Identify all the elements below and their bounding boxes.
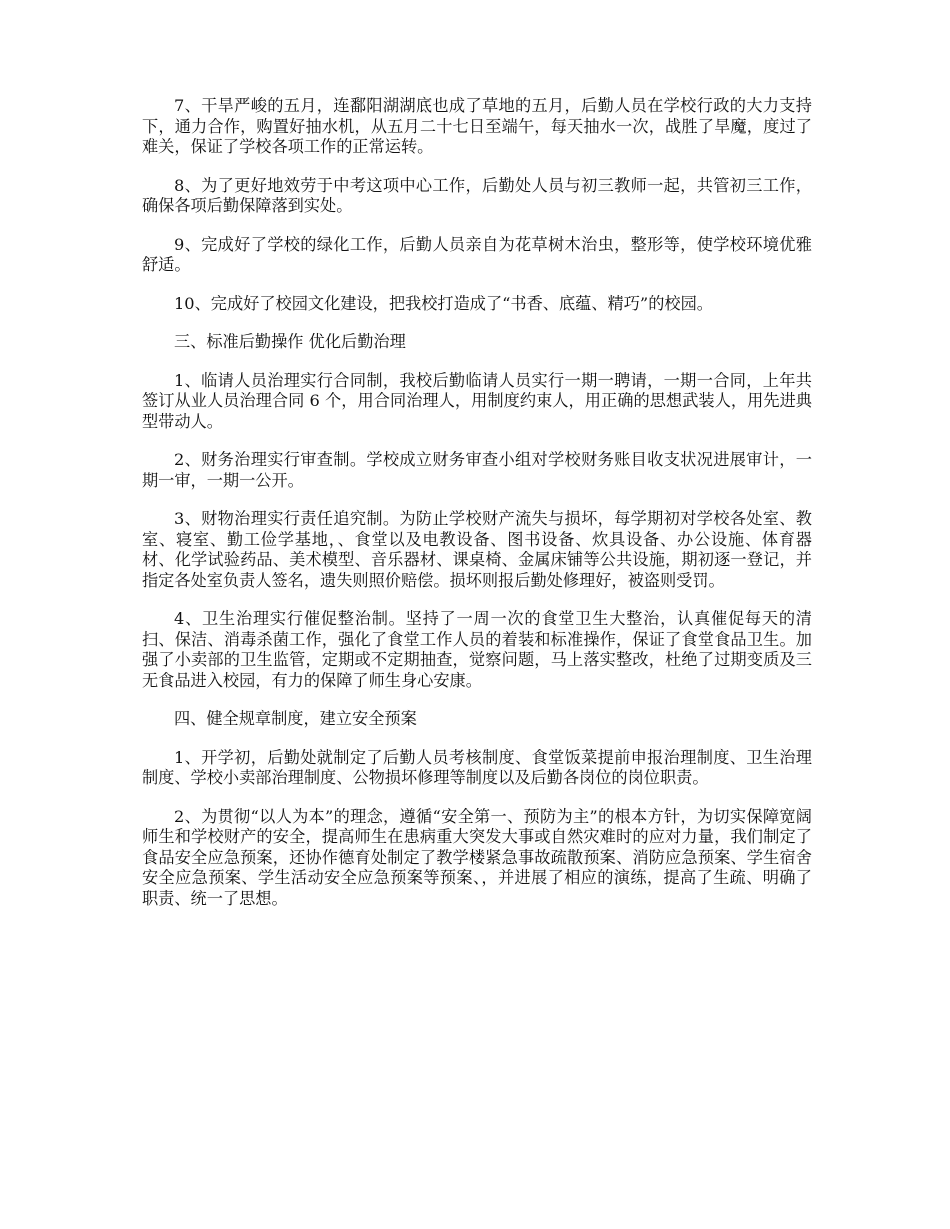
paragraph-7-drought-pumping: 7、干旱严峻的五月，连鄱阳湖湖底也成了草地的五月，后勤人员在学校行政的大力支持下，通力合作，购置好抽水机，从五月二十七日至端午，每天抽水一次，战胜了旱魔，度过了难关，保证了学校各项工作的正常运转。 (142, 96, 812, 156)
paragraph-finance-audit: 2、财务治理实行审查制。学校成立财务审查小组对学校财务账目收支状况进展审计，一期一审，一期一公开。 (142, 450, 812, 490)
paragraph-contract-management: 1、临请人员治理实行合同制，我校后勤临请人员实行一期一聘请，一期一合同，上年共签订从业人员治理合同 6 个，用合同治理人，用制度约束人，用正确的思想武装人，用先进典型带动人。 (142, 370, 812, 431)
paragraph-10-campus-culture: 10、完成好了校园文化建设，把我校打造成了“书香、底蕴、精巧”的校园。 (174, 293, 713, 313)
paragraph-emergency-plans: 2、为贯彻“以人为本”的理念，遵循“安全第一、预防为主”的根本方针，为切实保障宽阔师生和学校财产的安全，提高师生在患病重大突发大事或自然灾难时的应对力量，我们制定了食品安全应急预案，还协作德育处制定了教学楼紧急事故疏散预案、消防应急预案、学生宿舍安全应急预案、学生活动安全应急预案等预案、，并进展了相应的演练，提高了生疏、明确了职责、统一了思想。 (142, 806, 812, 908)
section-heading-3: 三、标准后勤操作 优化后勤治理 (174, 332, 406, 351)
document-body (142, 96, 812, 927)
paragraph-hygiene-management: 4、卫生治理实行催促整治制。坚持了一周一次的食堂卫生大整治，认真催促每天的清扫、保洁、消毒杀菌工作，强化了食堂工作人员的着装和标准操作，保证了食堂食品卫生。加强了小卖部的卫生监管，定期或不定期抽查，觉察问题，马上落实整改，杜绝了过期变质及三无食品进入校园，有力的保障了师生身心安康。 (142, 609, 812, 690)
paragraph-9-greening: 9、完成好了学校的绿化工作，后勤人员亲自为花草树木治虫，整形等，使学校环境优雅舒适。 (142, 234, 812, 274)
paragraph-rules-established: 1、开学初，后勤处就制定了后勤人员考核制度、食堂饭菜提前申报治理制度、卫生治理制度、学校小卖部治理制度、公物损坏修理等制度以及后勤各岗位的岗位职责。 (142, 747, 812, 787)
paragraph-8-exam-support: 8、为了更好地效劳于中考这项中心工作，后勤处人员与初三教师一起，共管初三工作，确保各项后勤保障落到实处。 (142, 175, 812, 215)
section-heading-4: 四、健全规章制度，建立安全预案 (174, 709, 417, 728)
paragraph-property-responsibility: 3、财物治理实行责任追究制。为防止学校财产流失与损坏，每学期初对学校各处室、教室、寝室、勤工俭学基地，、食堂以及电教设备、图书设备、炊具设备、办公设施、体育器材、化学试验药品、美术模型、音乐器材、课桌椅、金属床铺等公共设施，期初逐一登记，并指定各处室负责人签名，遗失则照价赔偿。损坏则报后勤处修理好，被盗则受罚。 (142, 509, 812, 590)
